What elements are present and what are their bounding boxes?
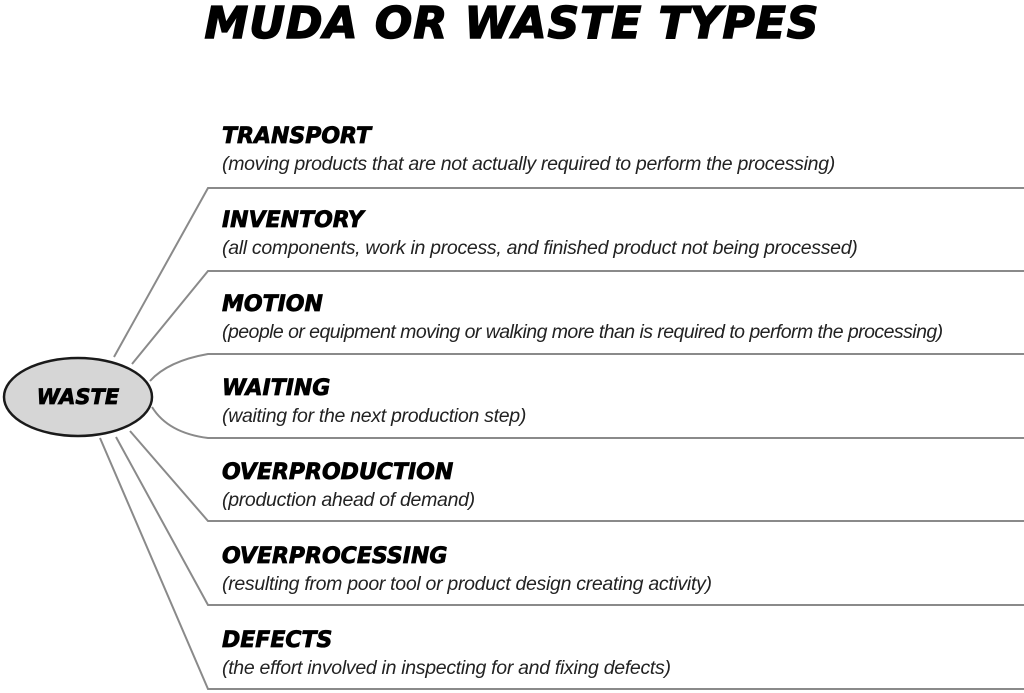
waste-item-overproduction (222, 460, 1022, 512)
waste-hub-label: WASTE (36, 385, 120, 409)
waste-item-defects (222, 628, 1022, 680)
waste-item-title: TRANSPORT (222, 124, 372, 149)
waste-item-description: (people or equipment moving or walking more than is required to perform the processing) (222, 321, 943, 343)
waste-item-description: (moving products that are not actually required to perform the processing) (222, 153, 835, 175)
waste-item-waiting (222, 376, 1022, 428)
waste-item-title: DEFECTS (222, 628, 333, 653)
diagram-title: MUDA OR WASTE TYPES (204, 0, 820, 49)
waste-item-transport (222, 124, 1022, 176)
waste-item-title: OVERPROCESSING (222, 544, 448, 569)
waste-item-title: OVERPRODUCTION (222, 460, 454, 485)
waste-item-description: (all components, work in process, and finished product not being processed) (222, 237, 858, 259)
waste-item-overprocessing (222, 544, 1022, 596)
waste-item-inventory (222, 208, 1022, 260)
waste-item-motion (222, 292, 1022, 344)
waste-item-description: (waiting for the next production step) (222, 405, 527, 427)
waste-item-description: (resulting from poor tool or product design creating activity) (222, 573, 712, 595)
waste-item-description: (the effort involved in inspecting for and fixing defects) (222, 657, 671, 679)
waste-item-title: MOTION (222, 292, 323, 317)
waste-item-description: (production ahead of demand) (222, 489, 475, 511)
waste-item-title: INVENTORY (222, 208, 364, 233)
waste-item-title: WAITING (222, 376, 331, 401)
